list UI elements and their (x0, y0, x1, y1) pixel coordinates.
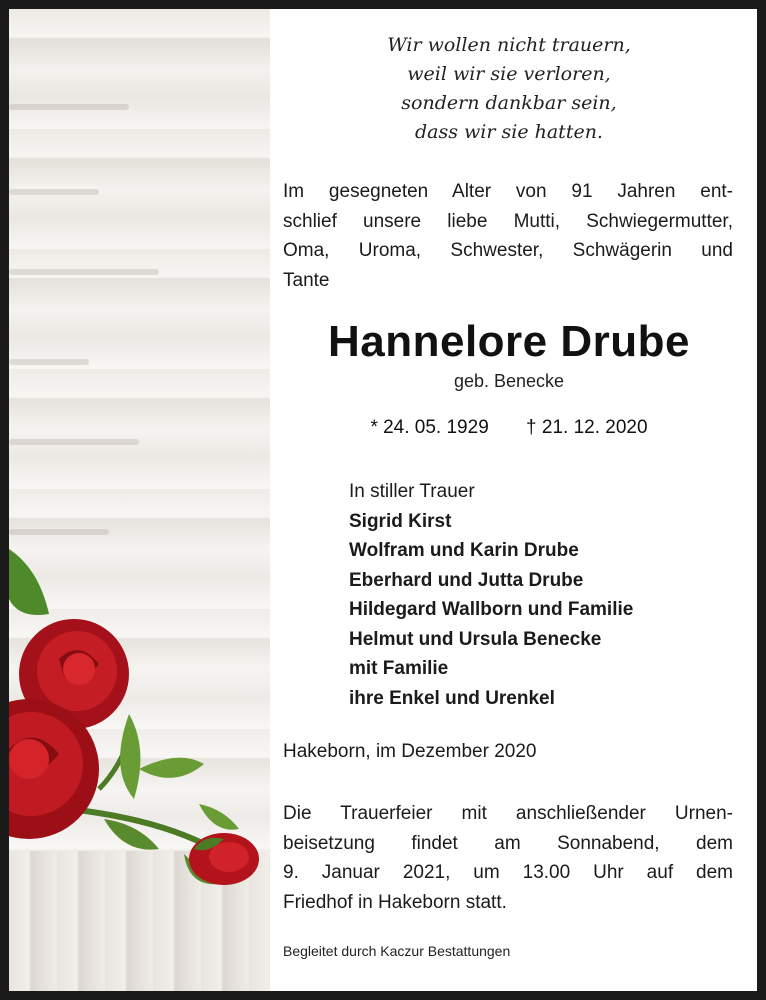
mourners-list (349, 477, 633, 713)
funeral-home-credit: Begleitet durch Kaczur Bestattungen (283, 943, 511, 959)
poem-line: sondern dankbar sein, (401, 92, 617, 114)
mourner-name: Eberhard und Jutta Drube (349, 569, 584, 591)
death-date: † 21. 12. 2020 (526, 417, 648, 438)
mourner-name: Sigrid Kirst (349, 510, 452, 532)
maiden-name: geb. Benecke (453, 371, 565, 391)
funeral-line: Friedhof in Hakeborn statt. (283, 891, 507, 913)
intro-paragraph (283, 177, 733, 295)
mourner-name: Helmut und Ursula Benecke (349, 628, 602, 650)
place-and-date: Hakeborn, im Dezember 2020 (283, 741, 537, 762)
intro-line: Im gesegneten Alter von 91 Jahren ent- (283, 181, 733, 202)
mourner-name: mit Familie (349, 658, 449, 679)
mourner-name: Wolfram und Karin Drube (349, 540, 579, 561)
birth-date: * 24. 05. 1929 (370, 417, 489, 438)
poem-line: Wir wollen nicht trauern, (387, 34, 631, 56)
poem-line: weil wir sie verloren, (407, 63, 611, 85)
intro-line: schlief unsere liebe Mutti, Schwiegermutter, (283, 210, 733, 232)
intro-line: Oma, Uroma, Schwester, Schwägerin und (283, 240, 733, 261)
mourner-name: Hildegard Wallborn und Familie (349, 599, 634, 620)
red-roses-image (9, 9, 270, 991)
poem-line: dass wir sie hatten. (415, 121, 603, 143)
mourner-name: ihre Enkel und Urenkel (349, 687, 555, 709)
funeral-line: beisetzung findet am Sonnabend, dem (283, 832, 733, 854)
poem (283, 31, 735, 147)
life-dates (283, 417, 735, 439)
intro-line: Tante (283, 269, 330, 291)
rose-photo (9, 9, 270, 991)
funeral-line: 9. Januar 2021, um 13.00 Uhr auf dem (283, 862, 733, 883)
funeral-line: Die Trauerfeier mit anschließender Urnen- (283, 803, 733, 824)
funeral-notice (283, 799, 733, 917)
deceased-name: Hannelore Drube (327, 317, 690, 366)
mourning-lead: In stiller Trauer (349, 481, 475, 502)
